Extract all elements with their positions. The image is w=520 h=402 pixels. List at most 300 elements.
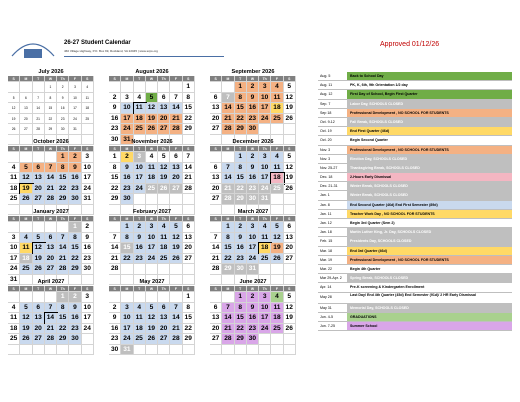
day-cell: 13 [20, 103, 32, 114]
day-cell: 15 [183, 313, 195, 324]
day-cell: 27 [170, 184, 182, 195]
weekday-header: T [235, 76, 247, 82]
weekday-header: M [20, 216, 32, 222]
legend-row [318, 210, 512, 219]
weekday-header: M [121, 146, 133, 152]
empty-cell [170, 82, 182, 93]
empty-cell [284, 345, 296, 356]
day-cell: 7 [57, 233, 69, 244]
month-grid [109, 286, 195, 355]
day-cell: 28 [222, 194, 234, 205]
legend-row [318, 90, 512, 99]
day-cell: 20 [33, 184, 45, 195]
event-description: Martin Luther King, Jr. Day, SCHOOLS CLOSED [347, 228, 512, 236]
day-cell: 30 [247, 124, 259, 135]
day-cell: 22 [235, 324, 247, 335]
day-cell: 9 [69, 303, 81, 314]
event-description: Teacher Work Day , NO SCHOOL FOR STUDENTS [347, 210, 512, 218]
day-cell: 5 [284, 82, 296, 93]
month-calendar [210, 68, 296, 145]
day-cell: 25 [82, 114, 94, 125]
empty-cell [158, 194, 170, 205]
empty-cell [45, 152, 57, 163]
day-cell: 18 [158, 243, 170, 254]
day-cell: 26 [284, 184, 296, 195]
day-cell: 12 [284, 93, 296, 104]
empty-cell [45, 222, 57, 233]
day-cell: 4 [8, 163, 20, 174]
day-cell: 20 [170, 173, 182, 184]
month-grid [210, 146, 296, 215]
day-cell: 2 [247, 152, 259, 163]
day-cell: 8 [121, 233, 133, 244]
month-calendar [109, 208, 195, 285]
empty-cell [284, 334, 296, 345]
weekday-header: W [146, 146, 158, 152]
day-cell: 14 [170, 103, 182, 114]
day-cell: 22 [183, 324, 195, 335]
month-title: March 2027 [237, 209, 269, 215]
day-cell: 21 [57, 254, 69, 265]
day-cell: 15 [235, 313, 247, 324]
empty-cell [20, 292, 32, 303]
day-cell: 4 [20, 233, 32, 244]
day-cell: 5 [146, 93, 158, 104]
day-cell: 1 [235, 292, 247, 303]
legend-row [318, 201, 512, 210]
day-cell: 8 [222, 233, 234, 244]
day-cell: 17 [134, 173, 146, 184]
event-description: Professional Development , NO SCHOOL FOR STUDENTS [347, 109, 512, 117]
day-cell: 3 [121, 303, 133, 314]
empty-cell [170, 292, 182, 303]
month-title: July 2026 [38, 69, 64, 75]
day-cell: 3 [82, 292, 94, 303]
day-cell: 22 [235, 114, 247, 125]
day-cell: 10 [82, 163, 94, 174]
weekday-header: T [134, 286, 146, 292]
day-cell: 14 [170, 313, 182, 324]
day-cell: 3 [146, 222, 158, 233]
day-cell: 30 [109, 135, 121, 146]
day-cell: 9 [109, 103, 121, 114]
weekday-header: W [247, 286, 259, 292]
day-cell: 10 [69, 93, 81, 104]
day-cell: 6 [33, 163, 45, 174]
event-date: Dec. 21-31 [320, 184, 338, 189]
day-cell: 17 [146, 243, 158, 254]
day-cell: 26 [20, 334, 32, 345]
day-cell: 7 [222, 303, 234, 314]
day-cell: 4 [146, 152, 158, 163]
month-calendar [8, 278, 94, 355]
day-cell: 19 [158, 173, 170, 184]
day-cell: 21 [210, 254, 222, 265]
empty-cell [170, 194, 182, 205]
calendar-header [8, 34, 512, 64]
day-cell: 3 [247, 222, 259, 233]
empty-cell [45, 345, 57, 356]
day-cell: 6 [284, 222, 296, 233]
day-cell: 4 [271, 82, 283, 93]
event-description: Begin Second Quarter [347, 136, 512, 144]
day-cell: 29 [235, 194, 247, 205]
day-cell: 31 [121, 135, 133, 146]
legend-row [318, 164, 512, 173]
day-cell: 12 [284, 163, 296, 174]
day-cell: 1 [57, 292, 69, 303]
weekday-header: Th [259, 286, 271, 292]
day-cell: 9 [109, 313, 121, 324]
day-cell: 31 [82, 194, 94, 205]
day-cell: 7 [210, 233, 222, 244]
empty-cell [259, 264, 271, 275]
day-cell: 20 [33, 324, 45, 335]
legend-row [318, 228, 512, 237]
legend-row [318, 109, 512, 118]
weekday-header: S [183, 216, 195, 222]
empty-cell [210, 222, 222, 233]
empty-cell [82, 334, 94, 345]
day-cell: 1 [235, 152, 247, 163]
day-cell: 7 [45, 163, 57, 174]
day-cell: 18 [134, 114, 146, 125]
day-cell: 9 [57, 93, 69, 104]
day-cell: 8 [45, 93, 57, 104]
empty-cell [33, 345, 45, 356]
weekday-header: S [109, 76, 121, 82]
event-description: End Second Quarter (46d) End First Semester (89d) [347, 201, 512, 209]
day-cell: 5 [8, 93, 20, 104]
day-cell: 15 [69, 243, 81, 254]
day-cell: 10 [247, 233, 259, 244]
day-cell: 25 [8, 334, 20, 345]
legend-row [318, 313, 512, 322]
day-cell: 14 [222, 103, 234, 114]
day-cell: 28 [45, 194, 57, 205]
day-cell: 29 [235, 334, 247, 345]
weekday-header: M [121, 216, 133, 222]
legend-row [318, 72, 512, 81]
day-cell: 8 [57, 163, 69, 174]
legend-row [318, 237, 512, 246]
day-cell: 7 [222, 93, 234, 104]
day-cell: 5 [33, 233, 45, 244]
empty-cell [20, 345, 32, 356]
weekday-header: M [121, 286, 133, 292]
month-grid [8, 216, 94, 285]
day-cell: 27 [33, 334, 45, 345]
empty-cell [284, 124, 296, 135]
day-cell: 19 [20, 184, 32, 195]
day-cell: 4 [8, 303, 20, 314]
day-cell: 26 [20, 194, 32, 205]
day-cell: 7 [183, 152, 195, 163]
empty-cell [109, 222, 121, 233]
day-cell: 8 [57, 303, 69, 314]
weekday-header: T [134, 146, 146, 152]
event-description: Professional Development , NO SCHOOL FOR STUDENTS [347, 256, 512, 264]
day-cell: 13 [33, 313, 45, 324]
event-date: Jan. 11 [320, 211, 332, 216]
empty-cell [20, 222, 32, 233]
day-cell: 28 [170, 124, 182, 135]
legend-row [318, 182, 512, 191]
month-title: February 2027 [133, 209, 171, 215]
month-grid [109, 76, 195, 145]
event-date: Aug. 11 [320, 83, 333, 88]
day-cell: 14 [33, 103, 45, 114]
day-cell: 16 [69, 313, 81, 324]
day-cell: 13 [170, 163, 182, 174]
day-cell: 31 [8, 275, 20, 286]
day-cell: 8 [235, 163, 247, 174]
day-cell: 9 [235, 233, 247, 244]
month-grid [210, 286, 296, 355]
day-cell: 13 [284, 233, 296, 244]
empty-cell [121, 264, 133, 275]
weekday-header: F [69, 286, 81, 292]
weekday-header: S [82, 146, 94, 152]
day-cell: 11 [82, 93, 94, 104]
weekday-header: S [284, 76, 296, 82]
day-cell: 6 [20, 93, 32, 104]
day-cell: 12 [146, 103, 158, 114]
empty-cell [183, 194, 195, 205]
day-cell: 27 [33, 194, 45, 205]
month-grid [8, 76, 94, 145]
day-cell: 12 [271, 233, 283, 244]
day-cell: 16 [247, 313, 259, 324]
day-cell: 10 [8, 243, 20, 254]
empty-cell [271, 334, 283, 345]
month-calendar [8, 68, 94, 145]
event-description: 2-Hours Early Dismissal [347, 173, 512, 181]
legend-row [318, 322, 512, 331]
weekday-header: F [170, 76, 182, 82]
day-cell: 16 [121, 173, 133, 184]
day-cell: 3 [134, 152, 146, 163]
weekday-header: S [8, 76, 20, 82]
empty-cell [33, 152, 45, 163]
day-cell: 13 [45, 243, 57, 254]
month-title: November 2026 [131, 139, 173, 145]
day-cell: 2 [134, 222, 146, 233]
empty-cell [109, 82, 121, 93]
empty-cell [210, 152, 222, 163]
month-grid [210, 216, 296, 285]
day-cell: 6 [45, 233, 57, 244]
day-cell: 3 [259, 292, 271, 303]
day-cell: 5 [271, 222, 283, 233]
day-cell: 1 [235, 82, 247, 93]
day-cell: 30 [247, 334, 259, 345]
day-cell: 18 [20, 254, 32, 265]
legend-row [318, 118, 512, 127]
day-cell: 28 [210, 264, 222, 275]
day-cell: 11 [271, 303, 283, 314]
event-description: First Day of School, Begin First Quarter [347, 90, 512, 98]
empty-cell [8, 152, 20, 163]
day-cell: 7 [170, 93, 182, 104]
day-cell: 28 [183, 184, 195, 195]
weekday-header: T [134, 216, 146, 222]
day-cell: 18 [271, 103, 283, 114]
day-cell: 28 [222, 124, 234, 135]
day-cell: 8 [109, 163, 121, 174]
empty-cell [69, 345, 81, 356]
weekday-header: F [69, 76, 81, 82]
day-cell: 16 [82, 243, 94, 254]
month-grid [109, 216, 195, 285]
weekday-header: S [284, 286, 296, 292]
event-date: Jan. 18 [320, 230, 332, 235]
day-cell: 23 [109, 124, 121, 135]
weekday-header: S [210, 76, 222, 82]
empty-cell [271, 345, 283, 356]
day-cell: 24 [259, 114, 271, 125]
weekday-header: F [170, 146, 182, 152]
weekday-header: M [222, 76, 234, 82]
legend-row [318, 81, 512, 90]
day-cell: 21 [170, 324, 182, 335]
day-cell: 15 [45, 103, 57, 114]
day-cell: 13 [158, 103, 170, 114]
empty-cell [210, 82, 222, 93]
day-cell: 5 [20, 163, 32, 174]
day-cell: 27 [158, 124, 170, 135]
day-cell: 24 [146, 254, 158, 265]
day-cell: 5 [146, 303, 158, 314]
day-cell: 5 [284, 292, 296, 303]
day-cell: 20 [20, 114, 32, 125]
day-cell: 21 [222, 324, 234, 335]
event-date: Sep. 7 [320, 101, 331, 106]
weekday-header: S [82, 216, 94, 222]
weekday-header: Th [57, 216, 69, 222]
legend-row [318, 283, 512, 292]
weekday-header: S [8, 286, 20, 292]
day-cell: 2 [247, 82, 259, 93]
empty-cell [8, 222, 20, 233]
day-cell: 26 [146, 334, 158, 345]
day-cell: 30 [69, 334, 81, 345]
day-cell: 30 [109, 345, 121, 356]
day-cell: 17 [8, 254, 20, 265]
day-cell: 26 [284, 324, 296, 335]
day-cell: 14 [45, 313, 57, 324]
empty-cell [235, 345, 247, 356]
day-cell: 13 [210, 103, 222, 114]
event-date: Mar. 19 [320, 257, 332, 262]
day-cell: 11 [134, 103, 146, 114]
day-cell: 1 [57, 152, 69, 163]
empty-cell [134, 194, 146, 205]
day-cell: 23 [57, 114, 69, 125]
weekday-header: M [222, 216, 234, 222]
day-cell: 19 [146, 324, 158, 335]
events-legend [318, 72, 512, 331]
weekday-header: T [33, 216, 45, 222]
day-cell: 10 [259, 93, 271, 104]
empty-cell [82, 124, 94, 135]
event-date: Feb. 15 [320, 239, 333, 244]
day-cell: 10 [121, 103, 133, 114]
empty-cell [146, 292, 158, 303]
event-description: Pre-K screening & Kindergarten Enrollment [347, 283, 512, 291]
empty-cell [82, 345, 94, 356]
weekday-header: W [45, 76, 57, 82]
event-description: Fall Break, SCHOOLS CLOSED [347, 118, 512, 126]
day-cell: 13 [210, 313, 222, 324]
event-date: Nov. 3 [320, 156, 331, 161]
weekday-header: T [33, 76, 45, 82]
day-cell: 23 [69, 324, 81, 335]
day-cell: 17 [259, 313, 271, 324]
day-cell: 23 [69, 184, 81, 195]
empty-cell [183, 264, 195, 275]
event-date: Jan. 1 [320, 193, 330, 198]
empty-cell [247, 345, 259, 356]
month-calendar [210, 208, 296, 285]
day-cell: 20 [183, 243, 195, 254]
day-cell: 23 [247, 184, 259, 195]
event-description: Last Day/ End 4th Quarter (45d) End Semester (91d)/ 2 HR Early Dismissal [347, 293, 512, 303]
day-cell: 19 [284, 173, 296, 184]
day-cell: 22 [45, 114, 57, 125]
day-cell: 15 [222, 243, 234, 254]
event-date: Dec. 18 [320, 175, 333, 180]
day-cell: 27 [158, 334, 170, 345]
legend-row [318, 100, 512, 109]
day-cell: 12 [8, 103, 20, 114]
legend-row [318, 173, 512, 182]
weekday-header: S [8, 146, 20, 152]
month-title: October 2026 [33, 139, 69, 145]
weekday-header: Th [57, 76, 69, 82]
empty-cell [158, 264, 170, 275]
day-cell: 1 [109, 152, 121, 163]
weekday-header: W [146, 76, 158, 82]
event-description: Labor Day, SCHOOLS CLOSED [347, 100, 512, 108]
weekday-header: Th [158, 216, 170, 222]
day-cell: 28 [222, 334, 234, 345]
day-cell: 1 [183, 292, 195, 303]
day-cell: 31 [69, 124, 81, 135]
day-cell: 25 [8, 194, 20, 205]
empty-cell [222, 152, 234, 163]
day-cell: 13 [158, 313, 170, 324]
event-date: Oct. 9-12 [320, 119, 335, 124]
day-cell: 7 [109, 233, 121, 244]
day-cell: 18 [8, 184, 20, 195]
day-cell: 11 [271, 93, 283, 104]
month-calendar [109, 278, 195, 355]
empty-cell [45, 292, 57, 303]
day-cell: 12 [33, 243, 45, 254]
day-cell: 12 [170, 233, 182, 244]
district-logo [8, 34, 58, 60]
day-cell: 12 [284, 303, 296, 314]
event-description: Summer School [347, 322, 512, 330]
day-cell: 2 [82, 222, 94, 233]
legend-row [318, 136, 512, 145]
day-cell: 22 [121, 254, 133, 265]
day-cell: 11 [259, 233, 271, 244]
empty-cell [183, 345, 195, 356]
day-cell: 22 [235, 184, 247, 195]
day-cell: 26 [158, 184, 170, 195]
